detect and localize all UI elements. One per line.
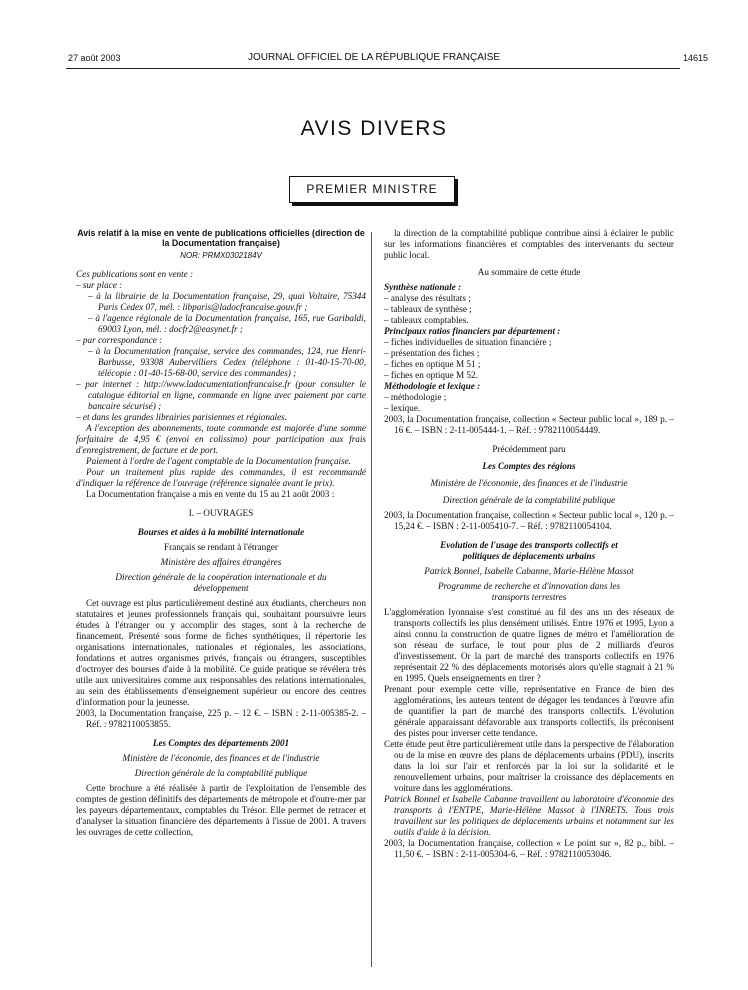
list-item: – et dans les grandes librairies parisiennes et régionales. — [76, 412, 288, 422]
paragraph: Cet ouvrage est plus particulièrement destiné aux étudiants, chercheurs non statutaires et jeunes professionnels français qui, souhaitant poursuivre leurs études à l'étranger ou y accomplir des stages, sont à la recherche de financement. Présenté sous forme de fiches synthétiques, il répertorie les organisations internationales, nationales et régionales, les associations, fondations et autres organismes privés, français ou étrangers, susceptibles d'octroyer des bourses d'aide à la mobilité. Ce guide pratique se révélera très utile aux universitaires comme aux responsables des relations internationales, au sein des établissements d'enseignement supérieur ou encore des centres d'information pour la jeunesse. — [76, 598, 366, 707]
list-item: – par internet : http://www.ladocumentationfrancaise.fr (pour consulter le catalogue éditorial en ligne, commande en ligne avec paiement par carte bancaire sécurisé) ; — [76, 379, 366, 411]
paragraph: Paiement à l'ordre de l'agent comptable de la Documentation française. — [86, 456, 352, 466]
left-column — [76, 228, 366, 838]
work-title: Les Comptes des départements 2001 — [152, 738, 290, 748]
avis-title: Avis relatif à la mise en vente de publications officielles (direction de la Documentation française) — [77, 228, 365, 248]
header-rule — [66, 68, 680, 69]
intro-text: Ces publications sont en vente : — [76, 269, 194, 279]
direction: Direction générale de la comptabilité publique — [134, 768, 308, 778]
list-item: – lexique. — [384, 403, 421, 413]
list-item: – sur place : — [76, 280, 123, 290]
list-item: – analyse des résultats ; — [384, 293, 471, 303]
right-column — [384, 228, 674, 860]
paragraph: Cette étude peut être particulièrement utile dans la perspective de l'élaboration ou de la mise en œuvre des plans de déplacements urbains (PDU), inscrits dans la loi sur l'air et renforcés par la loi sur la solidarité et le renouvellement urbains, pour maîtriser la croissance des déplacements en voiture dans les agglomérations. — [384, 739, 674, 793]
paragraph: Pour un traitement plus rapide des commandes, il est recommandé d'indiquer la référence de l'ouvrage (référence signalée avant le prix). — [76, 467, 366, 488]
direction: Direction générale de la coopération internationale et du développement — [115, 572, 327, 593]
summary-section: Synthèse nationale : — [384, 282, 462, 292]
list-item: – à la Documentation française, service des commandes, 124, rue Henri-Barbusse, 93308 Aubervilliers Cedex (téléphone : 01-40-15-70-00, télécopie : 01-40-15-68-00, service des commandes) ; — [88, 346, 366, 378]
ministry: Ministère de l'économie, des finances et de l'industrie — [430, 478, 628, 488]
paragraph: Prenant pour exemple cette ville, représentative en France de bien des agglomérations, les auteurs tentent de dégager les tendances à l'œuvre afin de quantifier la part de marché des transports collectifs. L'évolution générale apparaissant défavorable aux transports collectifs, ils préconisent des pistes pour inverser cette tendance. — [384, 684, 674, 738]
paragraph: A l'exception des abonnements, toute commande est majorée d'une somme forfaitaire de 4,95 € (envoi en colissimo) pour participation aux frais d'enregistrement, de facture et de port. — [76, 423, 366, 455]
paragraph: Cette brochure a été réalisée à partir de l'exploitation de l'ensemble des comptes de gestion définitifs des départements de métropole et d'outre-mer par les payeurs départementaux, comptables du Trésor. Elle permet de retracer et d'analyser la situation financière des départements à l'issue de 2001. A travers les ouvrages de cette collection, — [76, 783, 366, 837]
ministry: Ministère des affaires étrangères — [160, 557, 282, 567]
summary-heading: Au sommaire de cette étude — [477, 267, 581, 277]
header-page-number: 14615 — [682, 53, 708, 63]
list-item: – à l'agence régionale de la Documentation française, 165, rue Garibaldi, 69003 Lyon, mél. : docfr2@easynet.fr ; — [88, 313, 366, 334]
nor-reference: NOR: PRMX0302184V — [180, 251, 262, 260]
research-programme: Programme de recherche et d'innovation dans les transports terrestres — [437, 581, 621, 602]
list-item: – à la librairie de la Documentation française, 29, quai Voltaire, 75344 Paris Cedex 07, mél. : libparis@ladocfrancaise.gouv.fr ; — [88, 291, 366, 312]
work-title: Evolution de l'usage des transports collectifs et politiques de déplacements urbains — [440, 540, 618, 561]
section-box: PREMIER MINISTRE — [289, 176, 455, 203]
paragraph: L'agglomération lyonnaise s'est constitué au fil des ans un des réseaux de transports collectifs les plus densément utilisés. Entre 1976 et 1995, Lyon a ainsi connu la construction de quatre lignes de métro et l'amélioration de son réseau de surface, le tout pour plus de 2 milliards d'euros d'investissement. Or la part de marché des transports collectifs en 1976 représentait 22 % des déplacements motorisés alors qu'elle stagnait à 21 % en 1995. Quels enseignements en tirer ? — [384, 607, 674, 683]
list-item: – méthodologie ; — [384, 392, 447, 402]
direction: Direction générale de la comptabilité publique — [442, 495, 616, 505]
work-title: Bourses et aides à la mobilité internationale — [137, 527, 305, 537]
ministry: Ministère de l'économie, des finances et de l'industrie — [122, 753, 320, 763]
paragraph: La Documentation française a mis en vente du 15 au 21 août 2003 : — [86, 489, 335, 499]
paragraph: Patrick Bonnel et Isabelle Cabanne travaillent au laboratoire d'économie des transports à l'ENTPE, Marie-Hélène Massot à l'INRETS. Tous trois travaillent sur les politiques de déplacements urbains et notamment sur les outils d'aide à la décision. — [384, 794, 674, 837]
header-journal-title: JOURNAL OFFICIEL DE LA RÉPUBLIQUE FRANÇAISE — [247, 52, 501, 63]
list-item: – par correspondance : — [76, 335, 163, 345]
publication-reference: 2003, la Documentation française, 225 p. – 12 €. – ISBN : 2-11-005385-2. – Réf. : 9782110053855. — [76, 708, 366, 729]
list-item: – présentation des fiches ; — [384, 348, 480, 358]
publication-reference: 2003, la Documentation française, collection « Secteur public local », 120 p. – 15,24 €. – ISBN : 2-11-005410-7. – Réf. : 9782110054104. — [384, 510, 674, 531]
summary-section: Méthodologie et lexique : — [384, 381, 481, 391]
publication-reference: 2003, la Documentation française, collection « Le point sur », 82 p., bibl. – 11,50 €. – ISBN : 2-11-005304-6. – Réf. : 9782110053046. — [384, 838, 674, 859]
authors: Patrick Bonnel, Isabelle Cabanne, Marie-Hélène Massot — [424, 566, 634, 576]
list-item: – fiches individuelles de situation financière ; — [384, 337, 552, 347]
section-heading: I. – OUVRAGES — [188, 508, 254, 518]
previously-published: Précédemment paru — [492, 444, 566, 454]
summary-section: Principaux ratios financiers par département : — [384, 326, 561, 336]
column-divider — [371, 232, 372, 967]
publication-reference: 2003, la Documentation française, collection « Secteur public local », 189 p. – 16 €. – ISBN : 2-11-005444-1. – Réf. : 9782110054449. — [384, 414, 674, 435]
list-item: – fiches en optique M 52. — [384, 370, 478, 380]
header-date: 27 août 2003 — [68, 53, 121, 63]
work-title: Les Comptes des régions — [482, 461, 576, 471]
list-item: – tableaux comptables. — [384, 315, 469, 325]
paragraph: la direction de la comptabilité publique contribue ainsi à éclairer le public sur les informations financières et comptables des intervenants du secteur public local. — [384, 228, 674, 260]
page-title: AVIS DIVERS — [300, 117, 448, 140]
list-item: – fiches en optique M 51 ; — [384, 359, 481, 369]
list-item: – tableaux de synthèse ; — [384, 304, 472, 314]
work-subtitle: Français se rendant à l'étranger — [164, 542, 278, 552]
